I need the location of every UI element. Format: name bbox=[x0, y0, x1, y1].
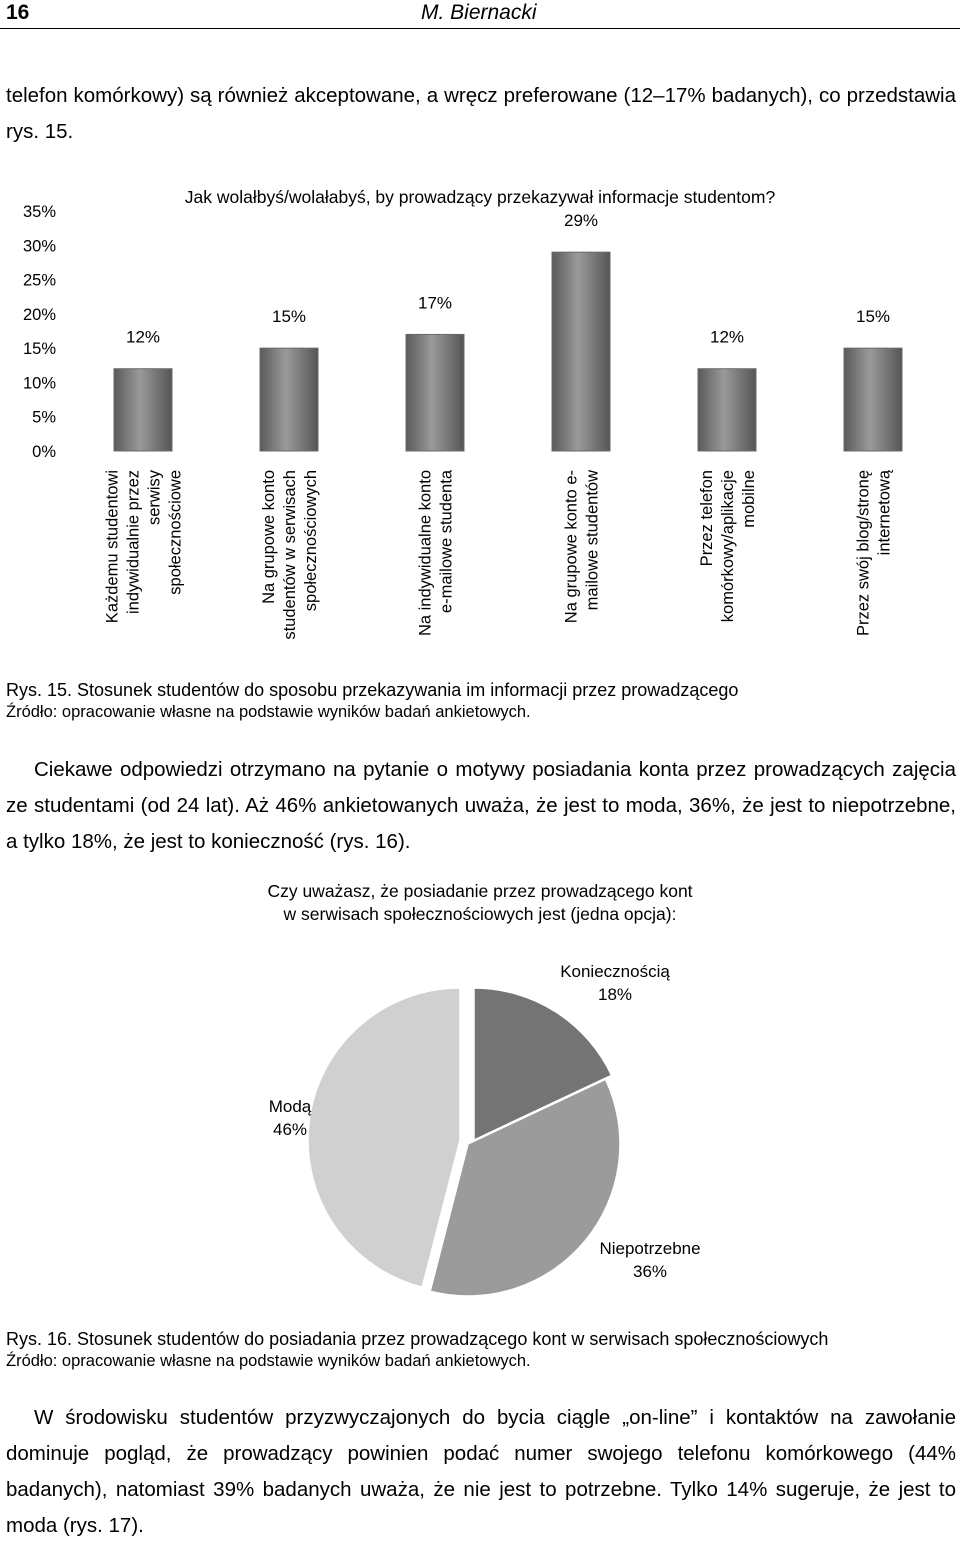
bar-value-label: 15% bbox=[855, 307, 891, 327]
bar bbox=[844, 348, 902, 451]
pie-slice-value-label: 36% bbox=[632, 1262, 668, 1281]
y-tick-label: 5% bbox=[32, 408, 56, 427]
bar bbox=[114, 369, 172, 451]
y-tick-label: 15% bbox=[22, 340, 56, 359]
x-category-label-line: Przez telefon bbox=[698, 470, 716, 567]
figure-16-source: Źródło: opracowanie własne na podstawie wyników badań ankietowych. bbox=[6, 1352, 531, 1370]
figure-15-caption bbox=[6, 679, 956, 723]
figure-16-caption-text: Rys. 16. Stosunek studentów do posiadania przez prowadzącego kont w serwisach społecznościowych bbox=[6, 1329, 829, 1349]
figure-15-caption-text: Rys. 15. Stosunek studentów do sposobu przekazywania im informacji przez prowadzącego bbox=[6, 680, 739, 700]
bar-chart-figure-15 bbox=[0, 180, 960, 680]
y-tick-label: 25% bbox=[22, 271, 56, 290]
x-category-label-line: mailowe studentów bbox=[583, 470, 602, 611]
x-category-label-line: Na grupowe konto bbox=[260, 470, 278, 604]
running-head-author: M. Biernacki bbox=[421, 1, 537, 24]
x-category-label-line: mobilne bbox=[740, 470, 758, 528]
bar-value-label: 12% bbox=[125, 327, 161, 347]
figure-15-source: Źródło: opracowanie własne na podstawie wyników badań ankietowych. bbox=[6, 703, 531, 721]
x-category-label-line: internetową bbox=[875, 470, 894, 556]
bar-value-label: 29% bbox=[563, 211, 599, 231]
x-category-label bbox=[417, 469, 456, 636]
paragraph-top: telefon komórkowy) są również akceptowane, a wręcz preferowane (12–17% badanych), co przedstawia rys. 15. bbox=[6, 84, 956, 143]
y-axis-labels bbox=[23, 203, 56, 461]
x-category-label-line: komórkowy/aplikacje bbox=[719, 470, 737, 623]
bar-value-label: 15% bbox=[271, 307, 307, 327]
x-category-label-line: indywidualnie przez bbox=[124, 470, 143, 614]
chart-title: Jak wolałbyś/wolałabyś, by prowadzący przekazywał informacje studentom? bbox=[184, 187, 776, 207]
bar-value-label: 12% bbox=[709, 327, 745, 347]
y-tick-label: 10% bbox=[22, 374, 56, 393]
pie-title bbox=[267, 881, 692, 924]
pie-title-line: Czy uważasz, że posiadanie przez prowadzącego kont bbox=[267, 881, 693, 901]
x-category-label bbox=[855, 469, 894, 636]
bar-marks bbox=[114, 252, 902, 451]
bar bbox=[406, 334, 464, 451]
x-category-label-line: Na indywidualne konto bbox=[416, 470, 435, 637]
y-tick-label: 20% bbox=[22, 305, 56, 324]
bar-value-labels bbox=[126, 211, 890, 347]
y-tick-label: 30% bbox=[22, 237, 56, 256]
bar bbox=[698, 369, 756, 451]
paragraph-middle: Ciekawe odpowiedzi otrzymano na pytanie o motywy posiadania konta przez prowadzących zajęcia ze studentami (od 24 lat). Aż 46% ankietowanych uważa, że jest to moda, 36%, że jest to niepotrzebne, a tylko 18%, że jest to konieczność (rys. 16). bbox=[6, 758, 956, 853]
pie-slice-value-label: 46% bbox=[272, 1120, 308, 1139]
x-category-label-line: e-mailowe studenta bbox=[437, 470, 456, 614]
paragraph-bottom: W środowisku studentów przyzwyczajonych do bycia ciągle „on-line” i kontaktów na zawołanie dominuje pogląd, że prowadzący powinien podać numer swojego telefonu komórkowego (44% badanych), natomiast 39% badanych uważa, że nie jest to potrzebne. Tylko 14% sugeruje, że jest to moda (rys. 17). bbox=[6, 1406, 956, 1537]
x-category-label-line: Każdemu studentowi bbox=[103, 470, 122, 624]
x-category-label bbox=[563, 470, 602, 623]
pie-slice-label: Modą bbox=[268, 1097, 312, 1116]
pie-chart-figure-16 bbox=[0, 872, 960, 1312]
page-number: 16 bbox=[6, 1, 30, 24]
x-axis-category-labels bbox=[104, 469, 894, 639]
x-category-label bbox=[104, 469, 185, 623]
y-tick-label: 0% bbox=[32, 443, 56, 461]
pie-slice bbox=[308, 988, 460, 1287]
x-category-label-line: społecznościowe bbox=[166, 470, 185, 595]
x-category-label-line: Przez swój blog/stronę bbox=[854, 470, 873, 636]
bar bbox=[260, 348, 318, 451]
x-category-label-line: serwisy bbox=[145, 470, 164, 526]
x-category-label-line: studentów w serwisach bbox=[281, 470, 299, 640]
x-category-label bbox=[698, 470, 758, 622]
bar bbox=[552, 252, 610, 451]
page-header bbox=[0, 0, 960, 29]
x-category-label bbox=[260, 470, 320, 640]
y-tick-label: 35% bbox=[22, 203, 56, 221]
x-category-label-line: Na grupowe konto e- bbox=[562, 470, 581, 624]
pie-slice-label: Koniecznością bbox=[560, 962, 670, 981]
pie-slice-value-label: 18% bbox=[597, 985, 633, 1004]
pie-title-line: w serwisach społecznościowych jest (jedna opcja): bbox=[283, 904, 677, 924]
figure-16-caption bbox=[6, 1328, 956, 1372]
x-category-label-line: społecznościowych bbox=[302, 470, 320, 612]
bar-value-label: 17% bbox=[417, 293, 453, 313]
pie-slices bbox=[308, 988, 620, 1296]
pie-slice-label: Niepotrzebne bbox=[599, 1239, 701, 1258]
